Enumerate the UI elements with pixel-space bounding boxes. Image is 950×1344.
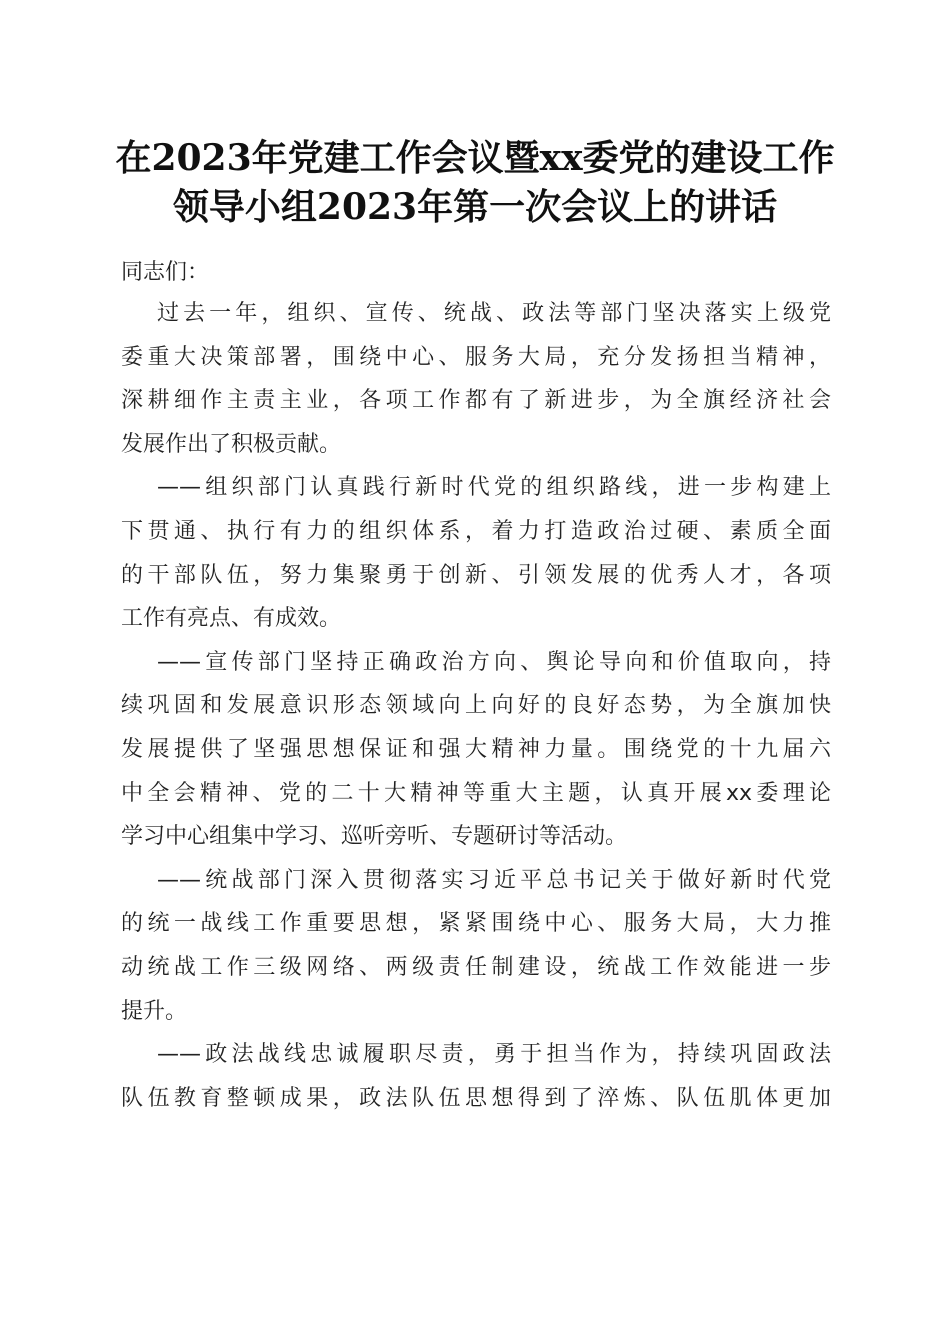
document-body — [121, 254, 831, 1120]
greeting: 同志们： — [121, 260, 210, 285]
body-line: 的干部队伍，努力集聚勇于创新、引领发展的优秀人才，各项 — [121, 562, 831, 588]
body-line: ——政法战线忠诚履职尽责，勇于担当作为，持续巩固政法 — [157, 1042, 831, 1068]
document-title-line-1: 在2023年党建工作会议暨xx委党的建设工作 — [115, 137, 835, 179]
document-title-line-2: 领导小组2023年第一次会议上的讲话 — [172, 186, 778, 228]
body-line: 动统战工作三级网络、两级责任制建设，统战工作效能进一步 — [121, 954, 831, 980]
body-line: 委重大决策部署，围绕中心、服务大局，充分发扬担当精神， — [121, 344, 831, 370]
body-line: 下贯通、执行有力的组织体系，着力打造政治过硬、素质全面 — [121, 518, 831, 544]
body-line: 深耕细作主责主业，各项工作都有了新进步，为全旗经济社会 — [121, 388, 831, 414]
body-line: ——统战部门深入贯彻落实习近平总书记关于做好新时代党 — [157, 867, 831, 893]
body-line: ——宣传部门坚持正确政治方向、舆论导向和价值取向，持 — [157, 649, 831, 675]
body-line: 续巩固和发展意识形态领域向上向好的良好态势，为全旗加快 — [121, 693, 831, 719]
body-line: 过去一年，组织、宣传、统战、政法等部门坚决落实上级党 — [157, 301, 831, 326]
body-line: 队伍教育整顿成果，政法队伍思想得到了淬炼、队伍肌体更加 — [121, 1085, 831, 1111]
body-line: 中全会精神、党的二十大精神等重大主题，认真开展xx委理论 — [121, 780, 831, 806]
body-line: 学习中心组集中学习、巡听旁听、专题研讨等活动。 — [121, 824, 628, 850]
body-line: ——组织部门认真践行新时代党的组织路线，进一步构建上 — [157, 475, 831, 501]
body-line: 工作有亮点、有成效。 — [121, 606, 342, 632]
body-line: 发展作出了积极贡献。 — [121, 431, 342, 457]
body-line: 提升。 — [121, 998, 188, 1024]
body-line: 发展提供了坚强思想保证和强大精神力量。围绕党的十九届六 — [121, 736, 831, 762]
body-line: 的统一战线工作重要思想，紧紧围绕中心、服务大局，大力推 — [121, 911, 831, 937]
